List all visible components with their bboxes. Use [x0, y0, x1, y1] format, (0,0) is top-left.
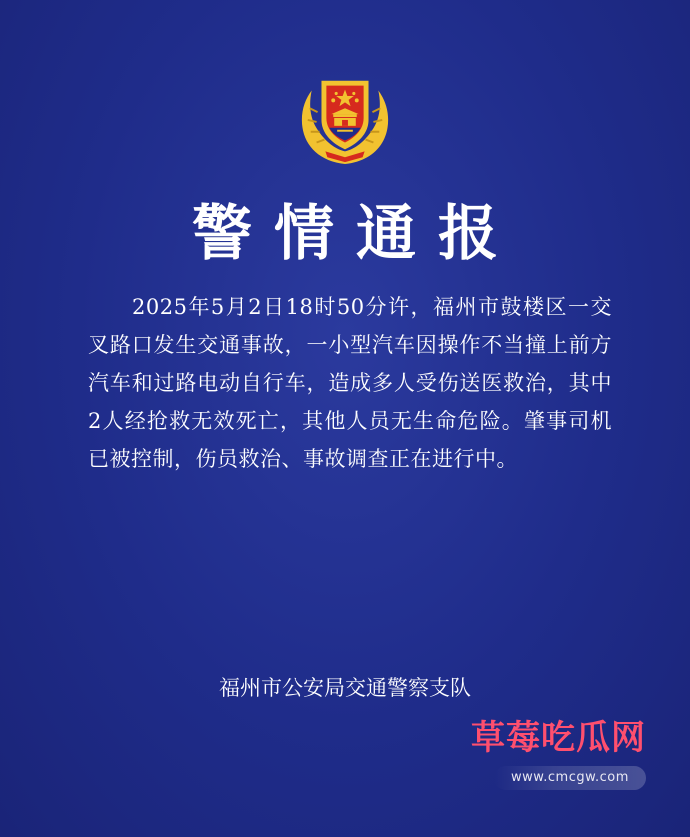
notice-body: 2025年5月2日18时50分许，福州市鼓楼区一交叉路口发生交通事故，一小型汽车因操作不当撞上前方汽车和过路电动自行车，造成多人受伤送医救治，其中2人经抢救无效死亡，其他人员无生命危险。肇事司机已被控制，伤员救治、事故调查正在进行中。 — [88, 295, 612, 471]
notice-title: 警情通报 — [192, 199, 520, 269]
watermark-url: www.cmcgw.com — [494, 766, 646, 790]
issuer-signature: 福州市公安局交通警察支队 — [219, 676, 471, 700]
watermark — [426, 716, 646, 796]
police-emblem-icon — [296, 68, 394, 168]
watermark-name: 草莓吃瓜网 — [471, 718, 646, 758]
